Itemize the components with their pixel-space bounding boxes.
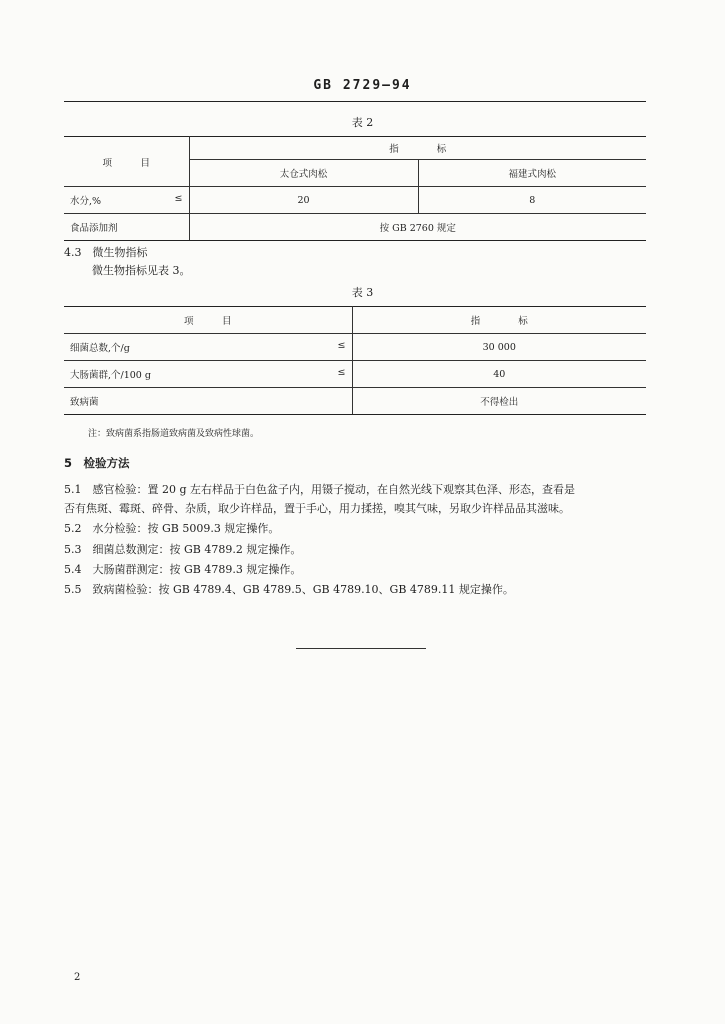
table2-header-row [64, 137, 646, 160]
section-4-3-heading: 4.3 微生物指标 [64, 246, 148, 259]
table-row [64, 187, 646, 214]
table3-header-row [64, 307, 646, 334]
table2-row-item: 食品添加剂 [64, 214, 189, 241]
section-5-line: 5.4 大肠菌群测定：按 GB 4789.3 规定操作。 [64, 563, 302, 576]
table2-row-value-a: 20 [189, 187, 418, 214]
table3-row-item: 致病菌 [64, 388, 352, 415]
table-row [64, 361, 646, 388]
leq-symbol: ≤ [337, 367, 346, 378]
table3-col-index: 指 标 [352, 307, 646, 334]
table3-row-value: 不得检出 [352, 388, 646, 415]
table2-col-index: 指 标 [189, 137, 646, 160]
end-rule [296, 648, 426, 649]
table2-subcol-a: 太仓式肉松 [189, 160, 418, 187]
table2-caption: 表 2 [351, 116, 374, 129]
table3-row-item: 细菌总数,个/g ≤ [64, 334, 352, 361]
section-5-line: 5.3 细菌总数测定：按 GB 4789.2 规定操作。 [64, 543, 302, 556]
table3-col-item: 项 目 [64, 307, 352, 334]
table-row [64, 334, 646, 361]
section-4-3-text: 微生物指标见表 3。 [92, 264, 191, 277]
leq-symbol: ≤ [337, 340, 346, 351]
table3-caption: 表 3 [351, 286, 374, 299]
table2-subcol-b: 福建式肉松 [418, 160, 646, 187]
section-5-line: 否有焦斑、霉斑、碎骨、杂质，取少许样品，置于手心，用力揉搓，嗅其气味，另取少许样品品其滋味。 [64, 502, 570, 515]
table3-row-item: 大肠菌群,个/100 g ≤ [64, 361, 352, 388]
page-number: 2 [74, 972, 81, 983]
document-code: GB 2729—94 [313, 78, 412, 93]
table2-row-merged-value: 按 GB 2760 规定 [189, 214, 646, 241]
table2 [64, 136, 646, 241]
table-row [64, 388, 646, 415]
section-5-line: 5.5 致病菌检验：按 GB 4789.4、GB 4789.5、GB 4789.10、GB 4789.11 规定操作。 [64, 583, 514, 596]
table3 [64, 306, 646, 415]
section-5-heading: 5 检验方法 [64, 456, 130, 470]
table2-col-item: 项 目 [64, 137, 189, 187]
section-5-line: 5.1 感官检验：置 20 g 左右样品于白色盆子内，用镊子搅动，在自然光线下观察其色泽、形态，查看是 [64, 483, 576, 496]
table2-row-value-b: 8 [418, 187, 646, 214]
table-row [64, 214, 646, 241]
section-5-line: 5.2 水分检验：按 GB 5009.3 规定操作。 [64, 522, 280, 535]
table3-note: 注：致病菌系指肠道致病菌及致病性球菌。 [88, 429, 260, 439]
leq-symbol: ≤ [174, 193, 183, 204]
table3-row-value: 40 [352, 361, 646, 388]
table2-row-item: 水分,% ≤ [64, 187, 189, 214]
header-rule [64, 101, 646, 102]
table3-row-value: 30 000 [352, 334, 646, 361]
